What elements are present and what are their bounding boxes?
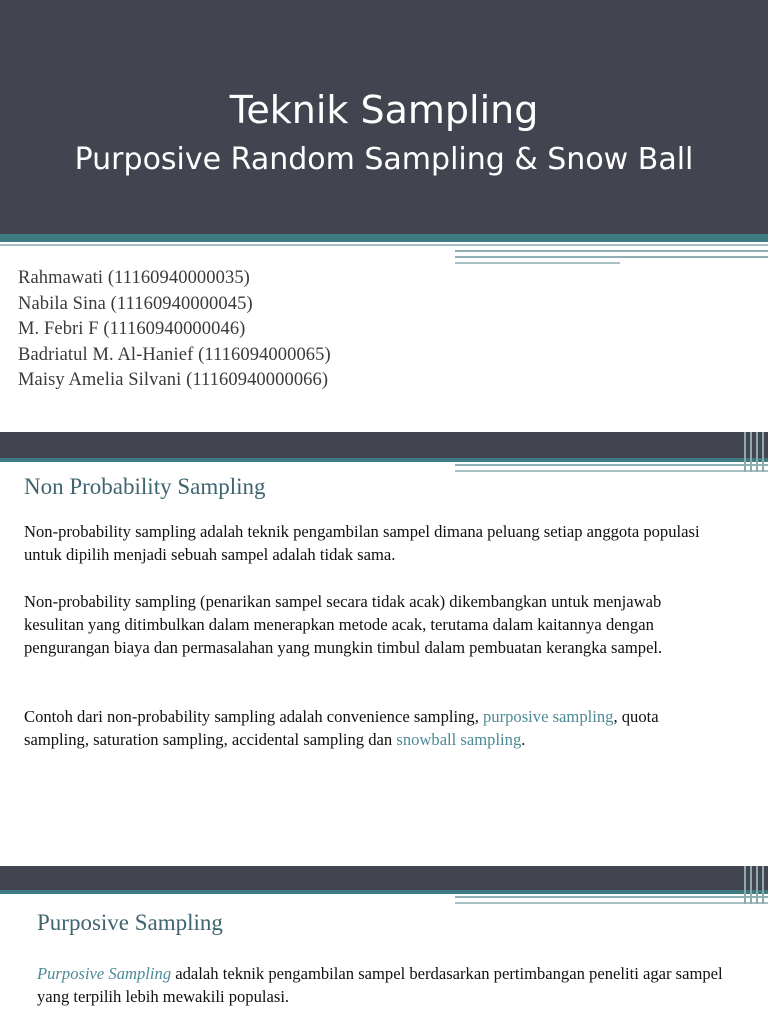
content-slide-purposive — [0, 866, 768, 1024]
highlight-term: Purposive Sampling — [37, 964, 172, 983]
decorative-stripes — [744, 866, 768, 904]
title-slide — [0, 0, 768, 420]
text-run: adalah teknik pengambilan sampel berdasarkan pertimbangan peneliti agar sampel yang terpilih lebih mewakili populasi. — [37, 964, 723, 1006]
author-item: M. Febri F (11160940000046) — [18, 319, 246, 340]
divider-line — [455, 464, 768, 466]
highlight-term: purposive sampling — [483, 707, 614, 726]
author-item: Rahmawati (11160940000035) — [18, 268, 250, 288]
accent-band — [0, 458, 768, 462]
divider-line — [455, 896, 768, 898]
paragraph: Non-probability sampling adalah teknik pengambilan sampel dimana peluang setiap anggota populasi untuk dipilih menjadi sebuah sampel adalah tidak sama. — [24, 522, 700, 564]
paragraph — [37, 962, 737, 1008]
divider-line — [0, 244, 768, 246]
decorative-stripes — [744, 432, 768, 472]
divider-line — [455, 250, 768, 252]
author-item: Nabila Sina (11160940000045) — [18, 293, 253, 314]
text-run: . — [521, 730, 526, 749]
accent-band — [0, 234, 768, 242]
slide-subtitle: Purposive Random Sampling & Snow Ball — [74, 142, 694, 177]
slide-top-bar — [0, 432, 768, 458]
slide-top-bar — [0, 866, 768, 890]
author-item: Maisy Amelia Silvani (11160940000066) — [18, 370, 329, 391]
divider-line — [455, 470, 768, 472]
divider-line — [455, 262, 620, 264]
author-item: Badriatul M. Al-Hanief (1116094000065) — [18, 344, 331, 365]
highlight-term: snowball sampling — [396, 730, 522, 749]
content-slide-non-probability — [0, 432, 768, 856]
section-heading: Non Probability Sampling — [24, 474, 266, 499]
divider-line — [455, 256, 768, 258]
accent-band — [0, 890, 768, 894]
paragraph — [24, 705, 724, 751]
section-heading: Purposive Sampling — [37, 910, 223, 935]
author-list — [18, 266, 331, 394]
divider-line — [455, 902, 768, 904]
text-run: Contoh dari non-probability sampling adalah convenience sampling, — [24, 707, 483, 726]
text-run: , quota sampling, saturation sampling, accidental sampling dan — [24, 707, 659, 749]
slide-title: Teknik Sampling — [229, 88, 539, 132]
paragraph: Non-probability sampling (penarikan sampel secara tidak acak) dikembangkan untuk menjawab kesulitan yang ditimbulkan dalam menerapkan metode acak, terutama dalam kaitannya dengan pengurangan biaya dan permasalahan yang mungkin timbul dalam pembuatan kerangka sampel. — [24, 592, 663, 657]
